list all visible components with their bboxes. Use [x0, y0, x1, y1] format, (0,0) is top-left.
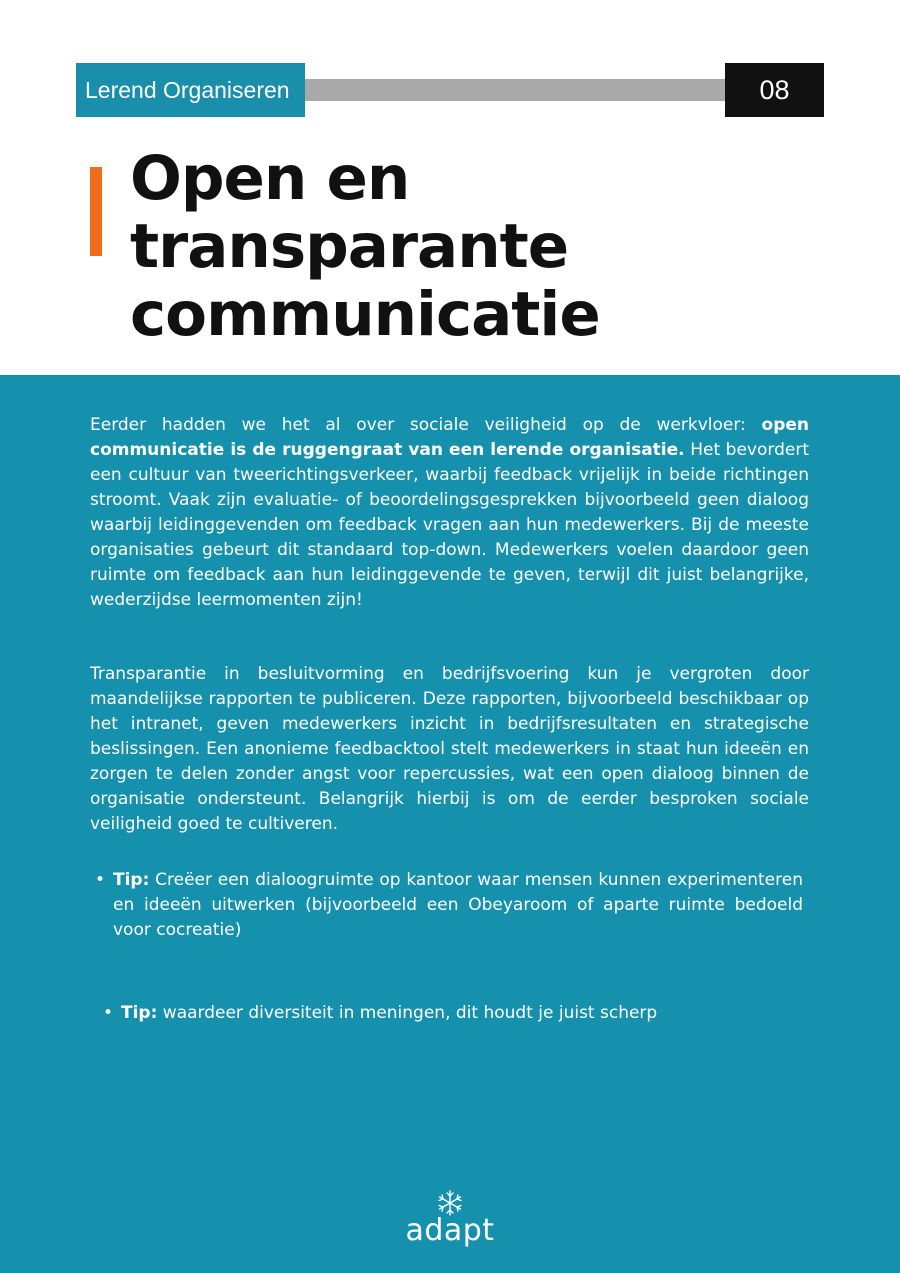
adapt-logo: [400, 1190, 500, 1250]
page-title-line-3: communicatie: [130, 279, 600, 350]
tip-label: Tip:: [113, 870, 150, 890]
paragraph-intro-lead: Eerder hadden we het al over sociale veiligheid op de werkvloer:: [90, 415, 762, 435]
tip-text: waardeer diversiteit in meningen, dit houdt je juist scherp: [157, 1003, 658, 1023]
paragraph-intro-emphasis: open communicatie is de ruggengraat van een lerende organisatie.: [90, 415, 809, 460]
tip-label: Tip:: [121, 1003, 158, 1023]
section-label: Lerend Organiseren: [76, 63, 305, 117]
logo-wordmark: adapt: [405, 1213, 495, 1248]
paragraph-transparency: Transparantie in besluitvorming en bedrijfsvoering kun je vergroten door maandelijkse rapporten te publiceren. Deze rapporten, bijvoorbeeld beschikbaar op het intranet, geven medewerkers inzicht in bedrijfsresultaten en strategische beslissingen. Een anonieme feedbacktool stelt medewerkers in staat hun ideeën en zorgen te delen zonder angst voor repercussies, wat een open dialoog binnen de organisatie ondersteunt. Belangrijk hierbij is om de eerder besproken sociale veiligheid goed te cultiveren.: [90, 664, 809, 834]
page-number: 08: [725, 63, 824, 117]
tip-item: [95, 868, 803, 943]
page-title-line-1: Open en: [130, 143, 410, 214]
tip-text: Creëer een dialoogruimte op kantoor waar mensen kunnen experimenteren en ideeën uitwerken (bijvoorbeeld een Obeyaroom of aparte ruimte bedoeld voor cocreatie): [113, 870, 803, 940]
paragraph-intro: [90, 413, 809, 613]
tip-item: [103, 1001, 801, 1026]
bullet-icon: •: [95, 870, 106, 890]
header-bar: [76, 63, 824, 117]
paragraph-intro-rest: Het bevordert een cultuur van tweerichtingsverkeer, waarbij feedback vrijelijk in beide richtingen stroomt. Vaak zijn evaluatie- of beoordelingsgesprekken bijvoorbeeld geen dialoog waarbij leidinggevenden om feedback vragen aan hun medewerkers. Bij de meeste organisaties gebeurt dit standaard top-down. Medewerkers voelen daardoor geen ruimte om feedback aan hun leidinggevende te geven, terwijl dit juist belangrijke, wederzijdse leermomenten zijn!: [90, 440, 809, 610]
title-accent-bar: [90, 167, 102, 256]
page-title: [130, 145, 830, 349]
progress-track: [305, 79, 725, 101]
page-title-line-2: transparante: [130, 211, 569, 282]
bullet-icon: •: [103, 1003, 114, 1023]
